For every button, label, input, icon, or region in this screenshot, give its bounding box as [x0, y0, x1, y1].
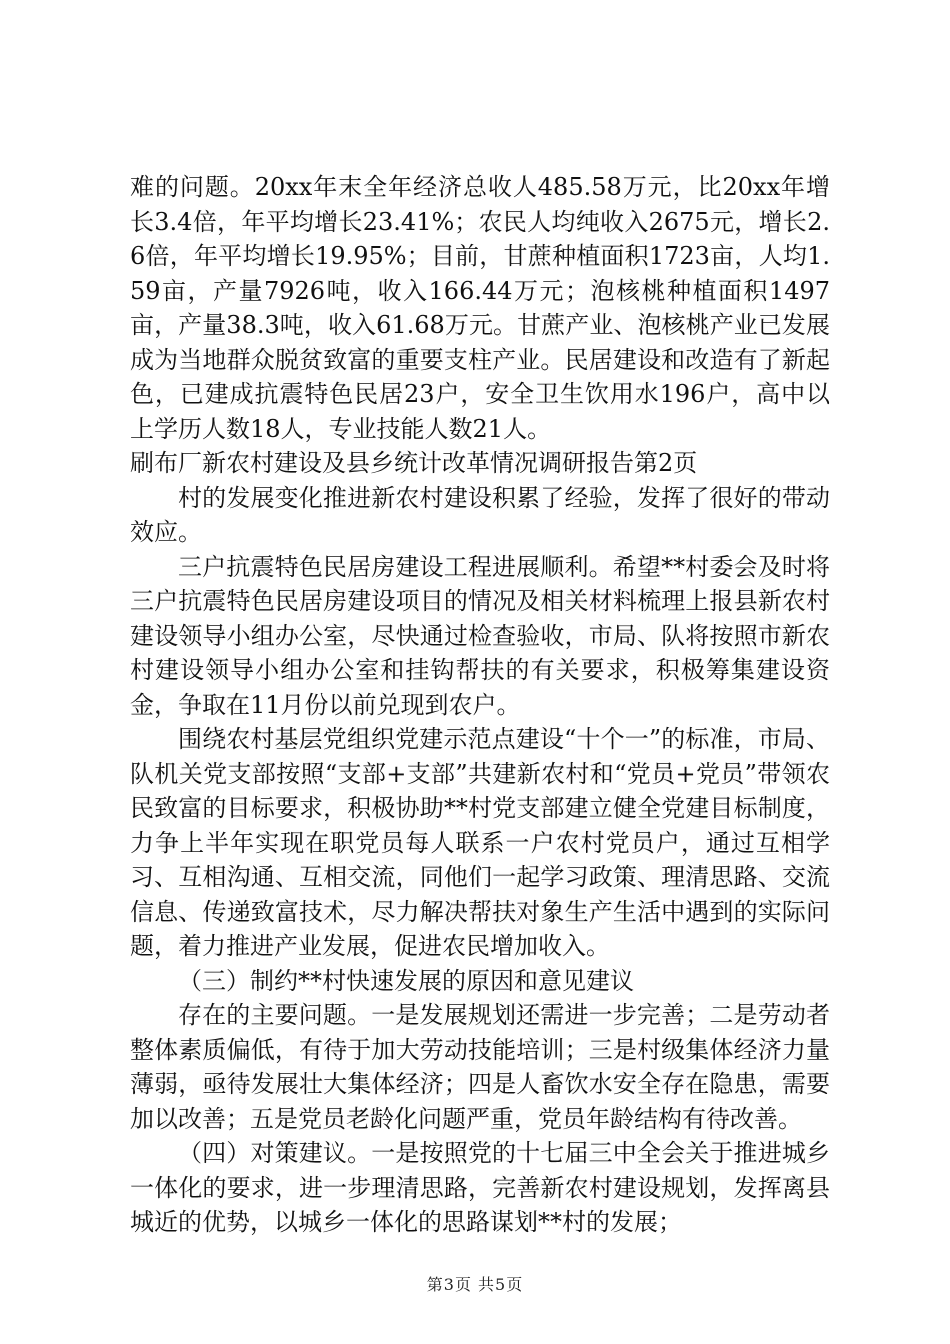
document-body [130, 170, 830, 1240]
paragraph-countermeasures: （四）对策建议。一是按照党的十七届三中全会关于推进城乡一体化的要求，进一步理清思路，完善新农村建设规划，发挥离县城近的优势，以城乡一体化的思路谋划**村的发展； [130, 1139, 830, 1236]
paragraph-report-page-title: 刷布厂新农村建设及县乡统计改革情况调研报告第2页 [130, 449, 698, 477]
paragraph-main-problems: 存在的主要问题。一是发展规划还需进一步完善；二是劳动者整体素质偏低，有待于加大劳动技能培训；三是村级集体经济力量薄弱，亟待发展壮大集体经济；四是人畜饮水安全存在隐患，需要加以改善；五是党员老龄化问题严重，党员年龄结构有待改善。 [130, 1001, 830, 1133]
section-heading-constraints: （三）制约**村快速发展的原因和意见建议 [178, 966, 634, 995]
paragraph-village-development: 村的发展变化推进新农村建设积累了经验，发挥了很好的带动效应。 [130, 483, 830, 546]
page-footer: 第3页 共5页 [426, 1275, 524, 1294]
paragraph-economic-summary: 难的问题。20xx年末全年经济总收人485.58万元，比20xx年增长3.4倍，年平均增长23.41%；农民人均纯收入2675元，增长2.6倍，年平均增长19.95%；目前，甘蔗种植面积1723亩，人均1.59亩，产量7926吨，收入166.44万元；泡核桃种植面积1497亩，产量38.3吨，收入61.68万元。甘蔗产业、泡核桃产业已发展成为当地群众脱贫致富的重要支柱产业。民居建设和改造有了新起色，已建成抗震特色民居23户，安全卫生饮用水196户，高中以上学历人数18人，专业技能人数21人。 [130, 173, 830, 443]
paragraph-housing-project: 三户抗震特色民居房建设工程进展顺利。希望**村委会及时将三户抗震特色民居房建设项目的情况及相关材料梳理上报县新农村建设领导小组办公室，尽快通过检查验收，市局、队将按照市新农村建设领导小组办公室和挂钩帮扶的有关要求，积极筹集建设资金，争取在11月份以前兑现到农户。 [130, 552, 830, 719]
paragraph-party-building: 围绕农村基层党组织党建示范点建设“十个一”的标准，市局、队机关党支部按照“支部+支部”共建新农村和“党员+党员”带领农民致富的目标要求，积极协助**村党支部建立健全党建目标制度，力争上半年实现在职党员每人联系一户农村党员户，通过互相学习、互相沟通、互相交流，同他们一起学习政策、理清思路、交流信息、传递致富技术，尽力解决帮扶对象生产生活中遇到的实际问题，着力推进产业发展，促进农民增加收入。 [130, 725, 830, 960]
